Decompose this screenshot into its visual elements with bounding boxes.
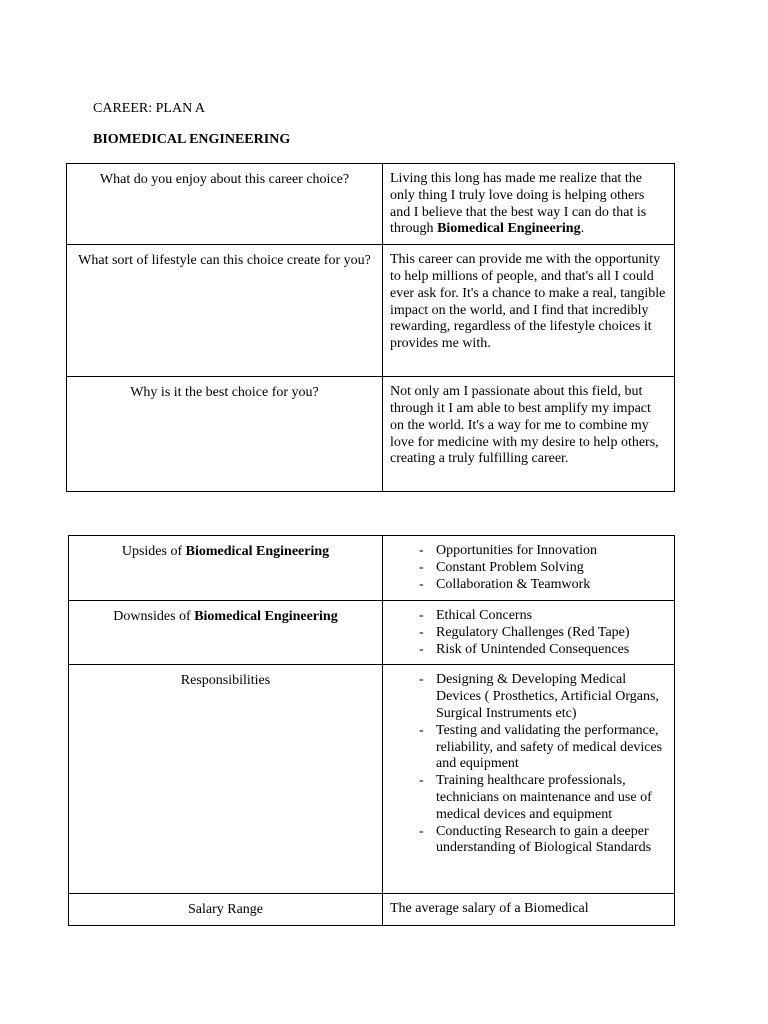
list-item: - Training healthcare professionals, technicians on maintenance and use of medical devices and equipment: [390, 773, 666, 823]
answer-cell: Not only am I passionate about this field, but through it I am able to best amplify my impact on the world. It's a way for me to combine my love for medicine with my desire to help others, creating a truly fulfilling career.: [383, 377, 675, 492]
table-row: [69, 894, 675, 926]
downsides-list-cell: [383, 601, 675, 665]
answer-text: Living this long has made me realize that the only thing I truly love doing is helping others and I believe that the best way I can do that is through: [390, 171, 647, 237]
list-item: - Designing & Developing Medical Devices ( Prosthetics, Artificial Organs, Surgical Instruments etc): [390, 672, 666, 722]
document-label: CAREER: PLAN A: [93, 101, 206, 116]
downsides-label-prefix: Downsides of: [113, 609, 195, 624]
table-row: [69, 665, 675, 894]
downsides-label-bold: Biomedical Engineering: [194, 609, 338, 624]
downsides-list: [390, 608, 666, 658]
upsides-label-bold: Biomedical Engineering: [185, 544, 330, 559]
answer-cell: This career can provide me with the opportunity to help millions of people, and that's all I could ever ask for. It's a chance to make a real, tangible impact on the world, and I find that incredibly rewarding, regardless of the lifestyle choices it provides me with.: [383, 245, 675, 377]
question-cell: Why is it the best choice for you?: [67, 377, 383, 492]
responsibilities-list: [390, 672, 666, 857]
table-row: [67, 377, 675, 492]
list-item: - Conducting Research to gain a deeper understanding of Biological Standards: [390, 824, 666, 858]
document-title: BIOMEDICAL ENGINEERING: [93, 132, 291, 147]
responsibilities-label-cell: Responsibilities: [69, 665, 383, 894]
list-item: - Regulatory Challenges (Red Tape): [390, 625, 666, 642]
career-details-table: [68, 535, 675, 926]
table-row: [69, 536, 675, 601]
salary-text-cell: The average salary of a Biomedical: [383, 894, 675, 926]
table-row: [69, 601, 675, 665]
responsibilities-list-cell: [383, 665, 675, 894]
upsides-label-cell: [69, 536, 383, 601]
table-row: [67, 245, 675, 377]
table-row: [67, 164, 675, 245]
list-item: - Constant Problem Solving: [390, 560, 666, 577]
question-cell: What sort of lifestyle can this choice create for you?: [67, 245, 383, 377]
upsides-label-prefix: Upsides of: [121, 544, 186, 559]
career-questions-table: [66, 163, 675, 492]
upsides-list-cell: [383, 536, 675, 601]
answer-cell: [383, 164, 675, 245]
question-cell: What do you enjoy about this career choice?: [67, 164, 383, 245]
downsides-label-cell: [69, 601, 383, 665]
upsides-list: [390, 543, 666, 593]
answer-bold-text: Biomedical Engineering: [437, 221, 581, 237]
answer-tail: .: [580, 221, 585, 237]
list-item: - Ethical Concerns: [390, 608, 666, 625]
list-item: - Risk of Unintended Consequences: [390, 642, 666, 659]
salary-label-cell: Salary Range: [69, 894, 383, 926]
list-item: - Collaboration & Teamwork: [390, 577, 666, 594]
list-item: - Opportunities for Innovation: [390, 543, 666, 560]
list-item: - Testing and validating the performance, reliability, and safety of medical devices and equipment: [390, 723, 666, 773]
